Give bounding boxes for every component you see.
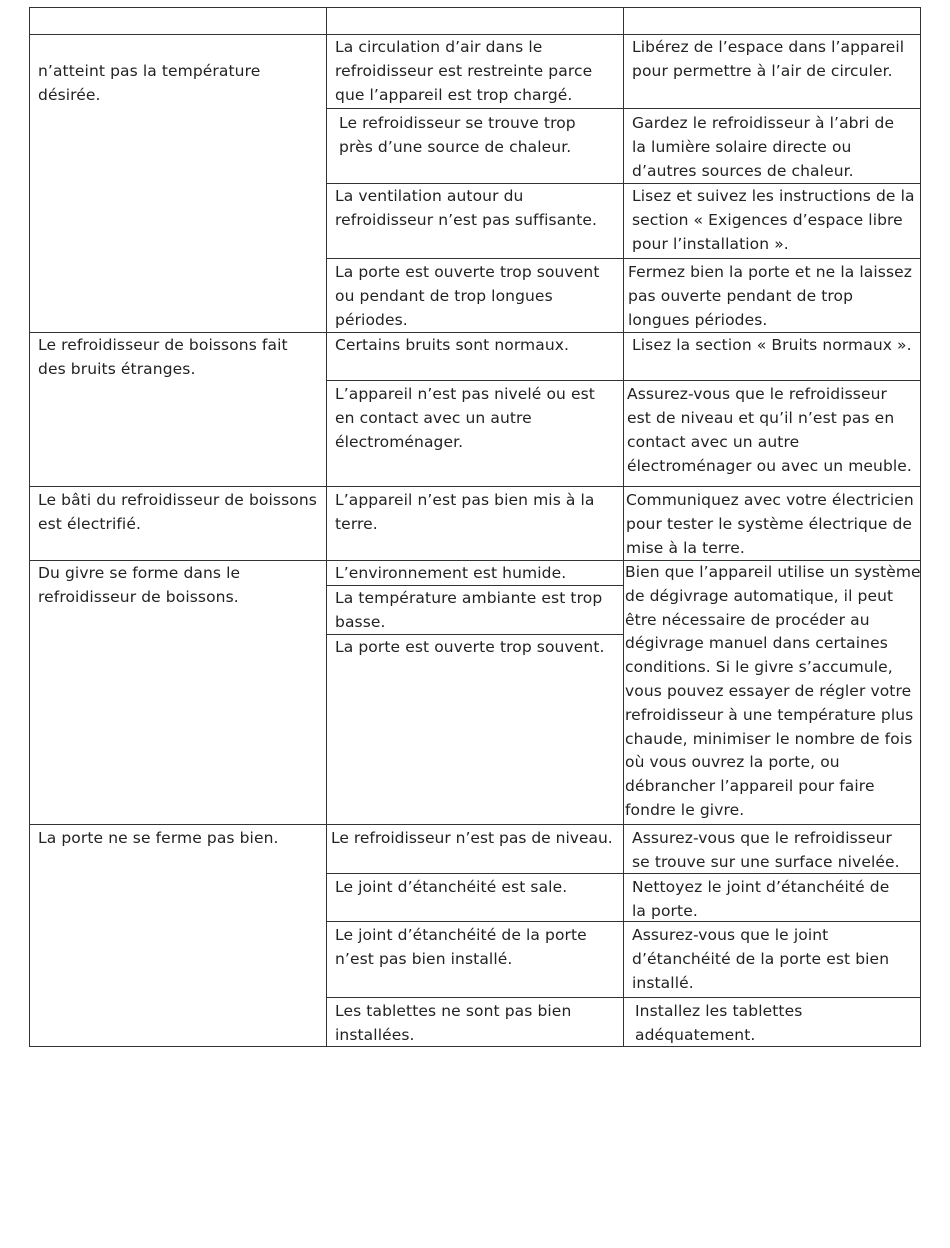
cause-cell: Certains bruits sont normaux. [335,336,570,354]
cause-cell: L’appareil n’est pas bien mis à la terre. [335,491,595,533]
column-divider-1 [326,7,327,1047]
cause-cell: La ventilation autour du refroidisseur n’est pas suffisante. [335,187,598,229]
table-border-right [920,7,921,1047]
cause-cell: Le refroidisseur se trouve trop près d’une source de chaleur. [339,114,576,156]
column-divider-2 [623,7,624,1047]
subrow-divider [326,258,921,259]
solution-cell: Assurez-vous que le refroidisseur se trouve sur une surface nivelée. [632,829,900,871]
cause-cell: Les tablettes ne sont pas bien installées. [335,1002,572,1044]
cause-cell: La porte est ouverte trop souvent ou pendant de trop longues périodes. [335,263,600,329]
cause-cell: Le refroidisseur n’est pas de niveau. [331,829,613,847]
row-divider [29,824,921,825]
subrow-divider [326,997,921,998]
problem-cell: Du givre se forme dans le refroidisseur de boissons. [38,564,241,606]
solution-cell: Lisez la section « Bruits normaux ». [632,336,912,354]
cause-cell: Le joint d’étanchéité est sale. [335,878,568,896]
solution-cell: Assurez-vous que le joint d’étanchéité de la porte est bien installé. [632,926,890,992]
solution-cell: Gardez le refroidisseur à l’abri de la lumière solaire directe ou d’autres sources de chaleur. [632,114,895,180]
problem-cell: Le bâti du refroidisseur de boissons est électrifié. [38,491,317,533]
table-border-left [29,7,30,1047]
cause-cell: La température ambiante est trop basse. [335,589,603,631]
solution-cell: Bien que l’appareil utilise un système de dégivrage automatique, il peut être nécessaire de procéder au dégivrage manuel dans certaines conditions. Si le givre s’accumule, vous pouvez essayer de régler votre refroidisseur à une température plus chaude, minimiser le nombre de fois où vous ouvrez la porte, ou débrancher l’appareil pour faire fondre le givre. [625,563,921,819]
solution-cell: Communiquez avec votre électricien pour tester le système électrique de mise à la terre. [626,491,914,557]
row-divider [29,486,921,487]
problem-cell: La porte ne se ferme pas bien. [38,829,279,847]
solution-cell: Fermez bien la porte et ne la laissez pas ouverte pendant de trop longues périodes. [628,263,912,329]
solution-cell: Libérez de l’espace dans l’appareil pour permettre à l’air de circuler. [632,38,905,80]
cause-cell: L’appareil n’est pas nivelé ou est en contact avec un autre électroménager. [335,385,595,451]
problem-cell: Le refroidisseur de boissons fait des bruits étranges. [38,336,288,378]
solution-cell: Assurez-vous que le refroidisseur est de niveau et qu’il n’est pas en contact avec un autre électroménager ou avec un meuble. [627,385,912,475]
solution-cell: Installez les tablettes adéquatement. [635,1002,803,1044]
cause-cell: Le joint d’étanchéité de la porte n’est pas bien installé. [335,926,587,968]
cause-cell: La circulation d’air dans le refroidisseur est restreinte parce que l’appareil est trop chargé. [335,38,593,104]
solution-cell: Lisez et suivez les instructions de la section « Exigences d’espace libre pour l’installation ». [632,187,915,253]
problem-cell: n’atteint pas la température désirée. [38,62,261,104]
subrow-divider [326,380,921,381]
table-border-top [29,7,921,8]
cause-cell: La porte est ouverte trop souvent. [335,638,605,656]
solution-cell: Nettoyez le joint d’étanchéité de la porte. [632,878,890,920]
cause-cell: L’environnement est humide. [335,564,567,582]
subrow-divider [326,108,921,109]
